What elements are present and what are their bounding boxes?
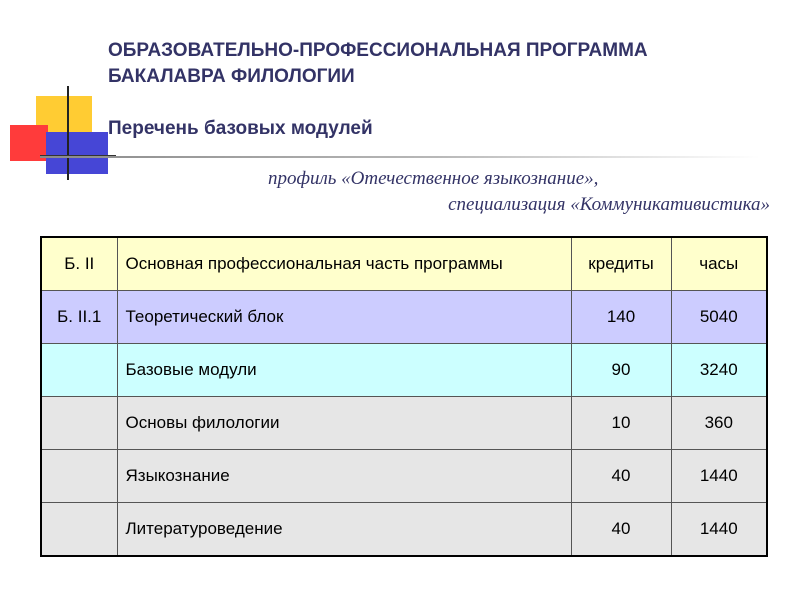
row-credits-cell: 40 — [571, 450, 671, 503]
title-line-1: ОБРАЗОВАТЕЛЬНО-ПРОФЕССИОНАЛЬНАЯ ПРОГРАММА — [108, 40, 648, 61]
specialization-text: специализация «Коммуникативистика» — [448, 194, 770, 215]
row-code-cell — [41, 503, 117, 557]
row-code-cell: Б. II.1 — [41, 291, 117, 344]
row-credits-cell: 10 — [571, 397, 671, 450]
table-row — [41, 397, 767, 450]
row-name-cell: Теоретический блок — [117, 291, 571, 344]
row-hours-cell: 1440 — [671, 450, 767, 503]
row-name-cell: Базовые модули — [117, 344, 571, 397]
table-row — [41, 344, 767, 397]
modules-table — [40, 236, 768, 557]
profile-text: профиль «Отечественное языкознание», — [268, 168, 599, 189]
header-credits-cell: кредиты — [571, 237, 671, 291]
blue-square — [46, 132, 108, 174]
row-hours-cell: 360 — [671, 397, 767, 450]
table-row — [41, 503, 767, 557]
header-code-cell: Б. II — [41, 237, 117, 291]
row-credits-cell: 140 — [571, 291, 671, 344]
page-title — [108, 38, 648, 90]
table-row — [41, 291, 767, 344]
table-row — [41, 450, 767, 503]
table-header-row — [41, 237, 767, 291]
row-credits-cell: 90 — [571, 344, 671, 397]
row-hours-cell: 1440 — [671, 503, 767, 557]
header-divider — [40, 156, 760, 158]
title-line-2: БАКАЛАВРА ФИЛОЛОГИИ — [108, 66, 355, 87]
row-code-cell — [41, 397, 117, 450]
row-code-cell — [41, 344, 117, 397]
row-name-cell: Основы филологии — [117, 397, 571, 450]
row-code-cell — [41, 450, 117, 503]
row-name-cell: Литературоведение — [117, 503, 571, 557]
row-hours-cell: 5040 — [671, 291, 767, 344]
page-subtitle: Перечень базовых модулей — [108, 118, 373, 139]
row-hours-cell: 3240 — [671, 344, 767, 397]
row-credits-cell: 40 — [571, 503, 671, 557]
decorative-squares-graphic — [0, 0, 120, 190]
header-name-cell: Основная профессиональная часть программы — [117, 237, 571, 291]
header-hours-cell: часы — [671, 237, 767, 291]
row-name-cell: Языкознание — [117, 450, 571, 503]
